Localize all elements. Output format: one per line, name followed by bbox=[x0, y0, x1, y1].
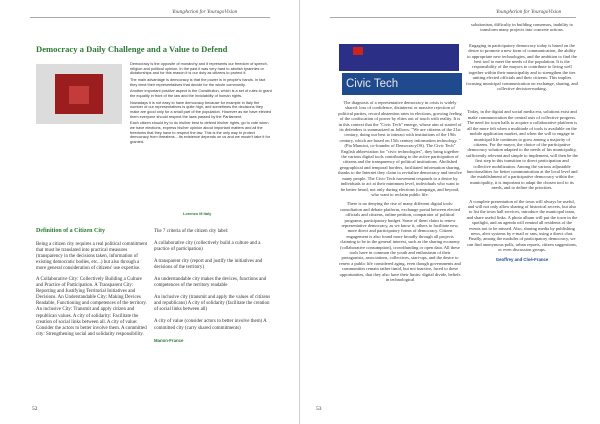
right-running-header: YoungAction for YouragoVision bbox=[496, 9, 562, 15]
left-page bbox=[0, 0, 299, 424]
right-col2-paragraph: Today, in the digital and social media era, solutions exist and make communication the central axis of collective progress. The need for town halls to acquire a collaborative platform is all the more felt when a multitude of tools is available on the mobile application market, and when the will to engage in municipal life continues to grow among a majority of citizens. For the mayor, the choice of the participative democracy solution adapted to the needs of his municipality, sufficiently relevant and simple to implement, will then be the first step in this transition to direct participation and collective mobilization. Among the various adjustable functionalities for better communication at the local level and the establishment of a participative democracy within the municipality, it is important to adapt the chosen tool to its needs, and to define the priorities. bbox=[466, 109, 578, 191]
right-page bbox=[300, 0, 600, 424]
criteria-item: A collaborative city (collectively build a culture and a practice of participation) bbox=[154, 241, 261, 253]
right-col1-paragraph: The diagnosis of a representative democracy in crisis is widely shared: loss of confidence, disinterest or massive rejection of political parties, record abstention rates in elections, growing feeling of the confiscation of power by elites out of touch with reality. It is in this context that the "Civic Tech" emerge, whose aim of started of its defenders is summarized as follows: "We are citizens of the 21st century, doing our best to interact with institutions of the 19th century, which are based on 15th century information technology. "(Pia Mancini, co-founder of DemocracyOS). The Civic Tech" English abbreviation for "civic technologies", they bring together the various digital tools contributing to the active participation of citizens and the transparency of political institutions. Abolished geographical and temporal borders, facilitated information sharing, thanks to the Internet they claim to revitalize democracy and involve many people. The Civic Tech movement responds to a desire by individuals to act at their minimum level, individuals who want to be better heard, not only during elections (campaign, and beyond, who want to reclaim public life. bbox=[338, 100, 462, 197]
intro-paragraph: Another important positive aspect is the Constitution, which is a set of rules to grant the equality in front of the law and the inviolability of human rights. bbox=[130, 89, 272, 98]
intro-text bbox=[130, 62, 272, 147]
intro-signature: Lorenzo M Italy bbox=[183, 211, 212, 216]
civic-tech-banner bbox=[339, 44, 459, 71]
intro-paragraph: Nowadays it is not easy to have democracy because for example in Italy the number of our representatives is quite high, and sometimes the decisions they make are good only for a small part of the population. However as we have elected them everyone should respect the laws passed by the Parliament. bbox=[130, 100, 272, 119]
civic-tech-title-text: Civic Tech bbox=[346, 78, 399, 90]
left-running-header: YoungAction for YouragoVision bbox=[172, 9, 238, 15]
criteria-item: The 7 criteria of the citizen city label: bbox=[154, 229, 229, 234]
intro-paragraph: Democracy is the opposite of monarchy and it represents our freedom of speech, religion and political opinion. In the past it was very hard to abolish tyrannies or dictatorships and for this reason it is our duty as citizens to protect it. bbox=[130, 62, 268, 76]
col2-signature: Manon-France bbox=[154, 337, 184, 343]
left-page-title: Democracy a Daily Challenge and a Value to Defend bbox=[36, 44, 228, 54]
intro-paragraph: Each citizen should try to do his/her best to defend his/her rights, go to vote when we have elections, express his/her opinion about important matters and all the freedoms that they have to respect the law. This is the only way to protect democracy from threatens....its existence depends on us and we mustn't take it for granted. bbox=[130, 121, 271, 144]
col1-paragraph: Being a citizen city requires a real political commitment that must be translated into practical measures (transparency in the decisions taken, information of existing democratic bodies, etc...) but also through a more general consideration of citizens' use expertise. bbox=[36, 242, 148, 272]
right-col-2 bbox=[466, 22, 578, 262]
left-col-2 bbox=[154, 229, 272, 344]
criteria-item: An understandable city makes the devices, functions and competences of the territory readable bbox=[154, 277, 267, 289]
right-col2-paragraph: Engaging in participatory democracy today is based on the desire to promote a new form of communication, the ability to appropriate new technologies, and the ambition to find the best tool to meet the needs of the population. It is the responsibility of the mayors to contribute to living well together within their municipality and to strengthen the ties uniting elected officials and their citizens. This implies focusing municipal communication on exchange, sharing, and collective decision-making. bbox=[466, 42, 578, 92]
col1-paragraph: A Collaborative City: Collectively Building a Culture and Practice of Participation. A Transparent City: Reporting and Justifying Territorial Initiatives and Decisions. An Understandable City: Making Devices Readable, Functioning and competences of the territory. An inclusive City: Transmit and apply citizen and republican values. A city of solidarity: Facilitate the creation of social links between all. A city of value: Consider the actors to better involve them. A committed city: Strengthening social and solidarity responsibility. bbox=[36, 277, 147, 337]
criteria-item: A transparent city (report and justify the initiatives and decisions of the territory) bbox=[154, 259, 263, 271]
left-header-rule bbox=[30, 17, 270, 18]
left-col-1 bbox=[36, 242, 148, 343]
left-decorative-image bbox=[36, 64, 122, 124]
right-signoff: Geoffrey and Cloé-France bbox=[495, 256, 549, 262]
left-page-number: 52 bbox=[32, 406, 38, 412]
criteria-item: An inclusive city (transmit and apply the values of citizens and republicans) A city of solidarity (facilitate the creation of social links between all) bbox=[154, 295, 271, 313]
civic-tech-red-square bbox=[353, 47, 363, 55]
right-col2-paragraph: solutionism, difficulty in building consensus, inability to transform many projects into concrete actions. bbox=[471, 22, 573, 33]
civic-tech-title bbox=[342, 73, 462, 95]
section-title: Definition of a Citizen City bbox=[36, 228, 105, 234]
right-page-number: 53 bbox=[316, 406, 322, 412]
criteria-item: A city of value (consider actors to better involve them) A committed city (carry shared commitments) bbox=[154, 319, 267, 331]
left-image-red-inner bbox=[69, 86, 89, 104]
right-header-rule bbox=[330, 17, 576, 18]
right-col-1 bbox=[338, 100, 462, 286]
right-col1-paragraph: There is no denying the rise of many different digital tools: consultation and debate platform, exchange portal between elected officials and citizens, online petition, comparator of political programs, participatory budget. Some of them claim to renew representative democracy, as we know it, others to facilitate new, more direct and participatory forms of democracy. Citizen engagement is also found more broadly through all projects claiming to be in the general interest, such as the sharing economy (collaborative consumption), crowdfunding or open data. All these tools have in common the youth and enthusiasm of their protagonists, associations, collectives, start-ups, and the desire to renew a public life considered aging, even though governments and communities remain rather timid, but not inactive, faced to these opportunities, that they also have their limits: digital divide, beliefs in technological bbox=[339, 201, 461, 282]
intro-paragraph: The main advantage is democracy is that the power is in people's hands. In fact they elect their representatives that decide for the whole community. bbox=[130, 77, 266, 87]
right-col2-paragraph: A complete presentation of the town will always be useful, and will not only allow sharing of historical secrets, but also to list the town hall services, introduce the municipal team, and share useful links. A photo album will put the town in the spotlight, and an agenda will remind all residents of the events not to be missed. Also, sharing media by publishing news, alert systems by e-mail or sms, using a direct chat. Finally, among the modules of participatory democracy, we can find anonymous polls, urban reports, citizen suggestions, or even discussion groups. bbox=[466, 198, 578, 253]
